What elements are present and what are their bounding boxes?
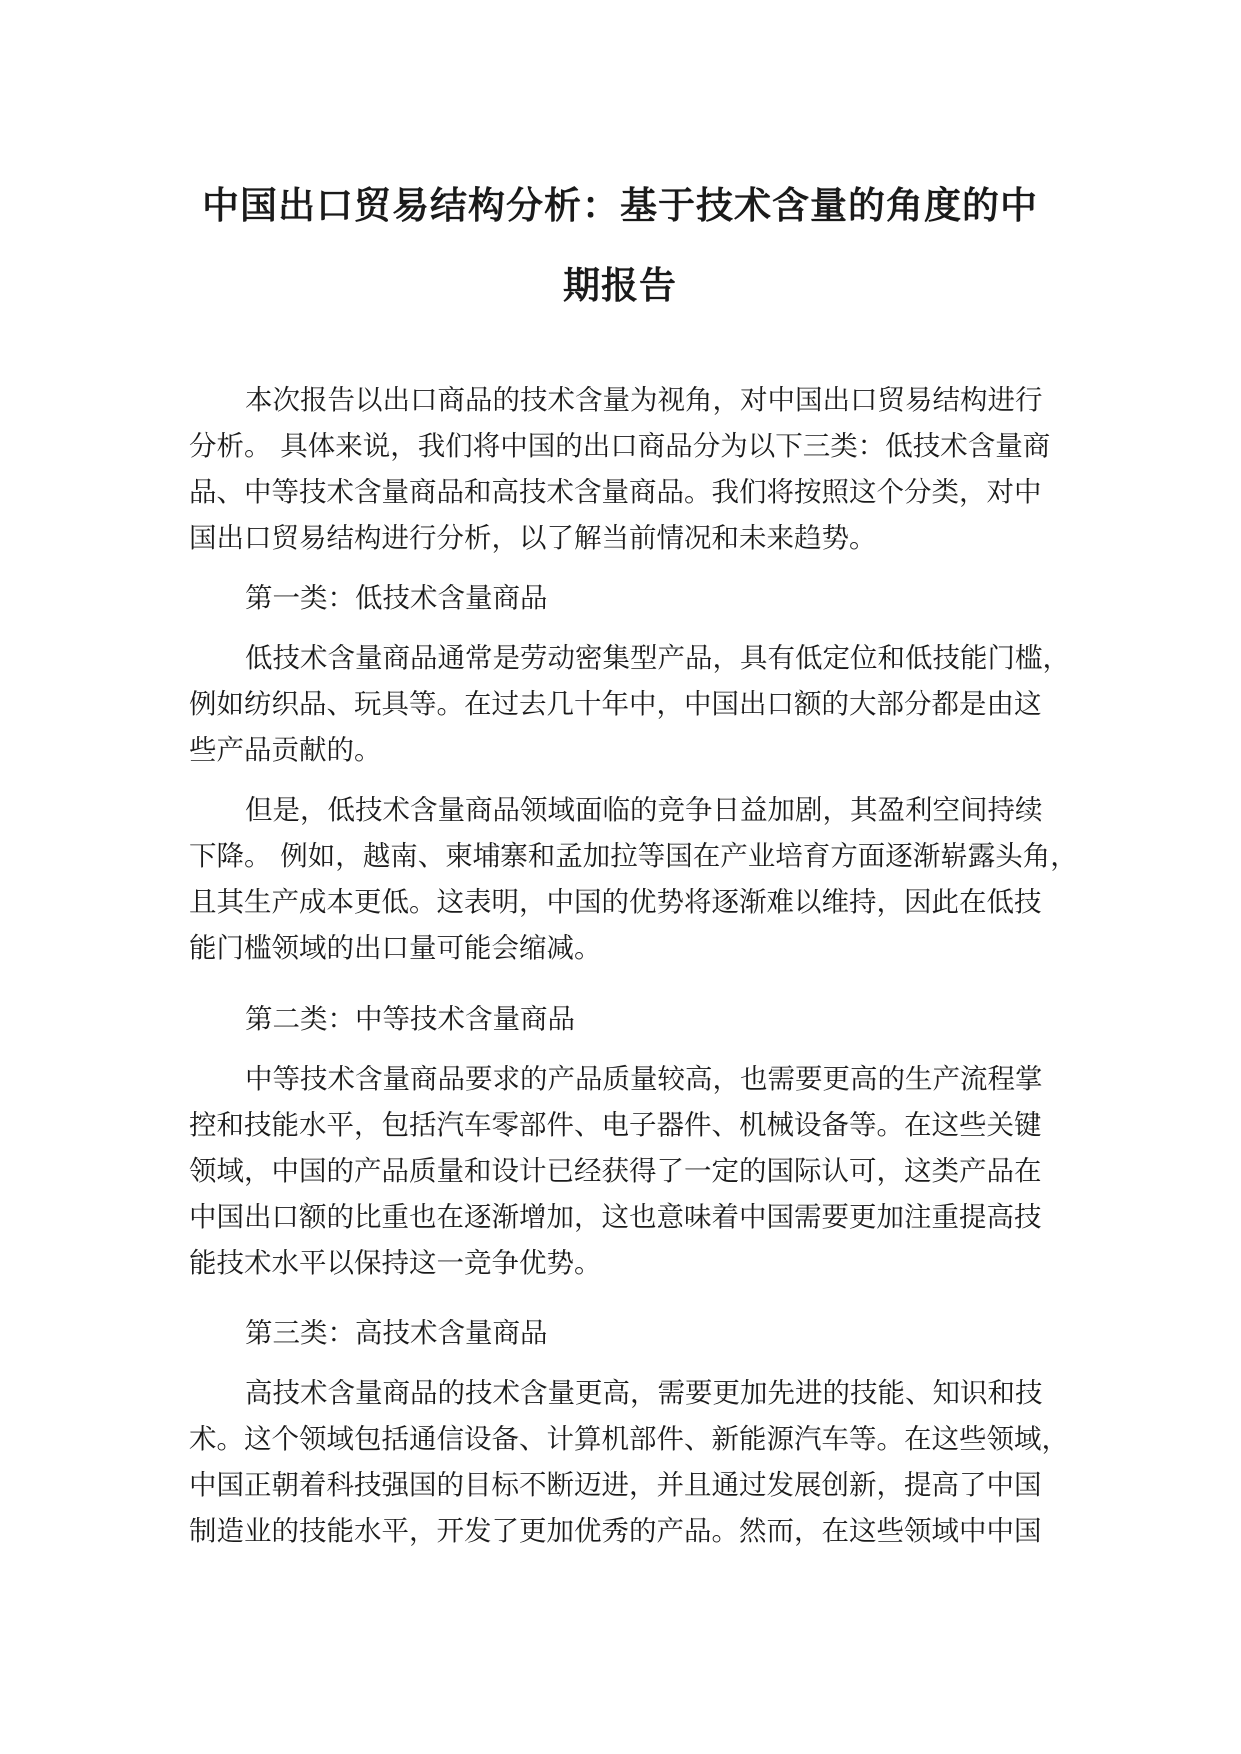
paragraph-line: 领域，中国的产品质量和设计已经获得了一定的国际认可，这类产品在 xyxy=(189,1155,1042,1187)
section-heading-low-tech: 第一类：低技术含量商品 xyxy=(245,582,548,614)
paragraph-line: 能技术水平以保持这一竞争优势。 xyxy=(189,1247,602,1279)
paragraph-line: 控和技能水平，包括汽车零部件、电子器件、机械设备等。在这些关键 xyxy=(189,1109,1042,1141)
paragraph-line: 制造业的技能水平，开发了更加优秀的产品。然而，在这些领域中中国 xyxy=(189,1515,1042,1547)
paragraph-line: 下降。 例如，越南、柬埔寨和孟加拉等国在产业培育方面逐渐崭露头角， xyxy=(189,840,1078,872)
intro-paragraph-line: 品、中等技术含量商品和高技术含量商品。我们将按照这个分类，对中 xyxy=(189,476,1042,508)
paragraph-line: 高技术含量商品的技术含量更高，需要更加先进的技能、知识和技 xyxy=(245,1377,1043,1409)
paragraph-line: 些产品贡献的。 xyxy=(189,734,382,766)
paragraph-line: 例如纺织品、玩具等。在过去几十年中，中国出口额的大部分都是由这 xyxy=(189,688,1042,720)
intro-paragraph-line: 国出口贸易结构进行分析，以了解当前情况和未来趋势。 xyxy=(189,522,877,554)
paragraph-line: 术。这个领域包括通信设备、计算机部件、新能源汽车等。在这些领域， xyxy=(189,1423,1069,1455)
paragraph-line: 但是，低技术含量商品领域面临的竞争日益加剧，其盈利空间持续 xyxy=(245,794,1043,826)
intro-paragraph-line: 本次报告以出口商品的技术含量为视角，对中国出口贸易结构进行 xyxy=(245,384,1043,416)
paragraph-line: 且其生产成本更低。这表明，中国的优势将逐渐难以维持，因此在低技 xyxy=(189,886,1042,918)
document-title-line-2: 期报告 xyxy=(563,264,677,307)
paragraph-line: 低技术含量商品通常是劳动密集型产品，具有低定位和低技能门槛， xyxy=(245,642,1070,674)
intro-paragraph-line: 分析。 具体来说，我们将中国的出口商品分为以下三类：低技术含量商 xyxy=(189,430,1051,462)
paragraph-line: 中等技术含量商品要求的产品质量较高，也需要更高的生产流程掌 xyxy=(245,1063,1043,1095)
paragraph-line: 能门槛领域的出口量可能会缩减。 xyxy=(189,932,602,964)
section-heading-mid-tech: 第二类：中等技术含量商品 xyxy=(245,1003,575,1035)
paragraph-line: 中国出口额的比重也在逐渐增加，这也意味着中国需要更加注重提高技 xyxy=(189,1201,1042,1233)
section-heading-high-tech: 第三类：高技术含量商品 xyxy=(245,1317,548,1349)
paragraph-line: 中国正朝着科技强国的目标不断迈进，并且通过发展创新，提高了中国 xyxy=(189,1469,1042,1501)
document-title-line-1: 中国出口贸易结构分析：基于技术含量的角度的中 xyxy=(202,184,1038,227)
